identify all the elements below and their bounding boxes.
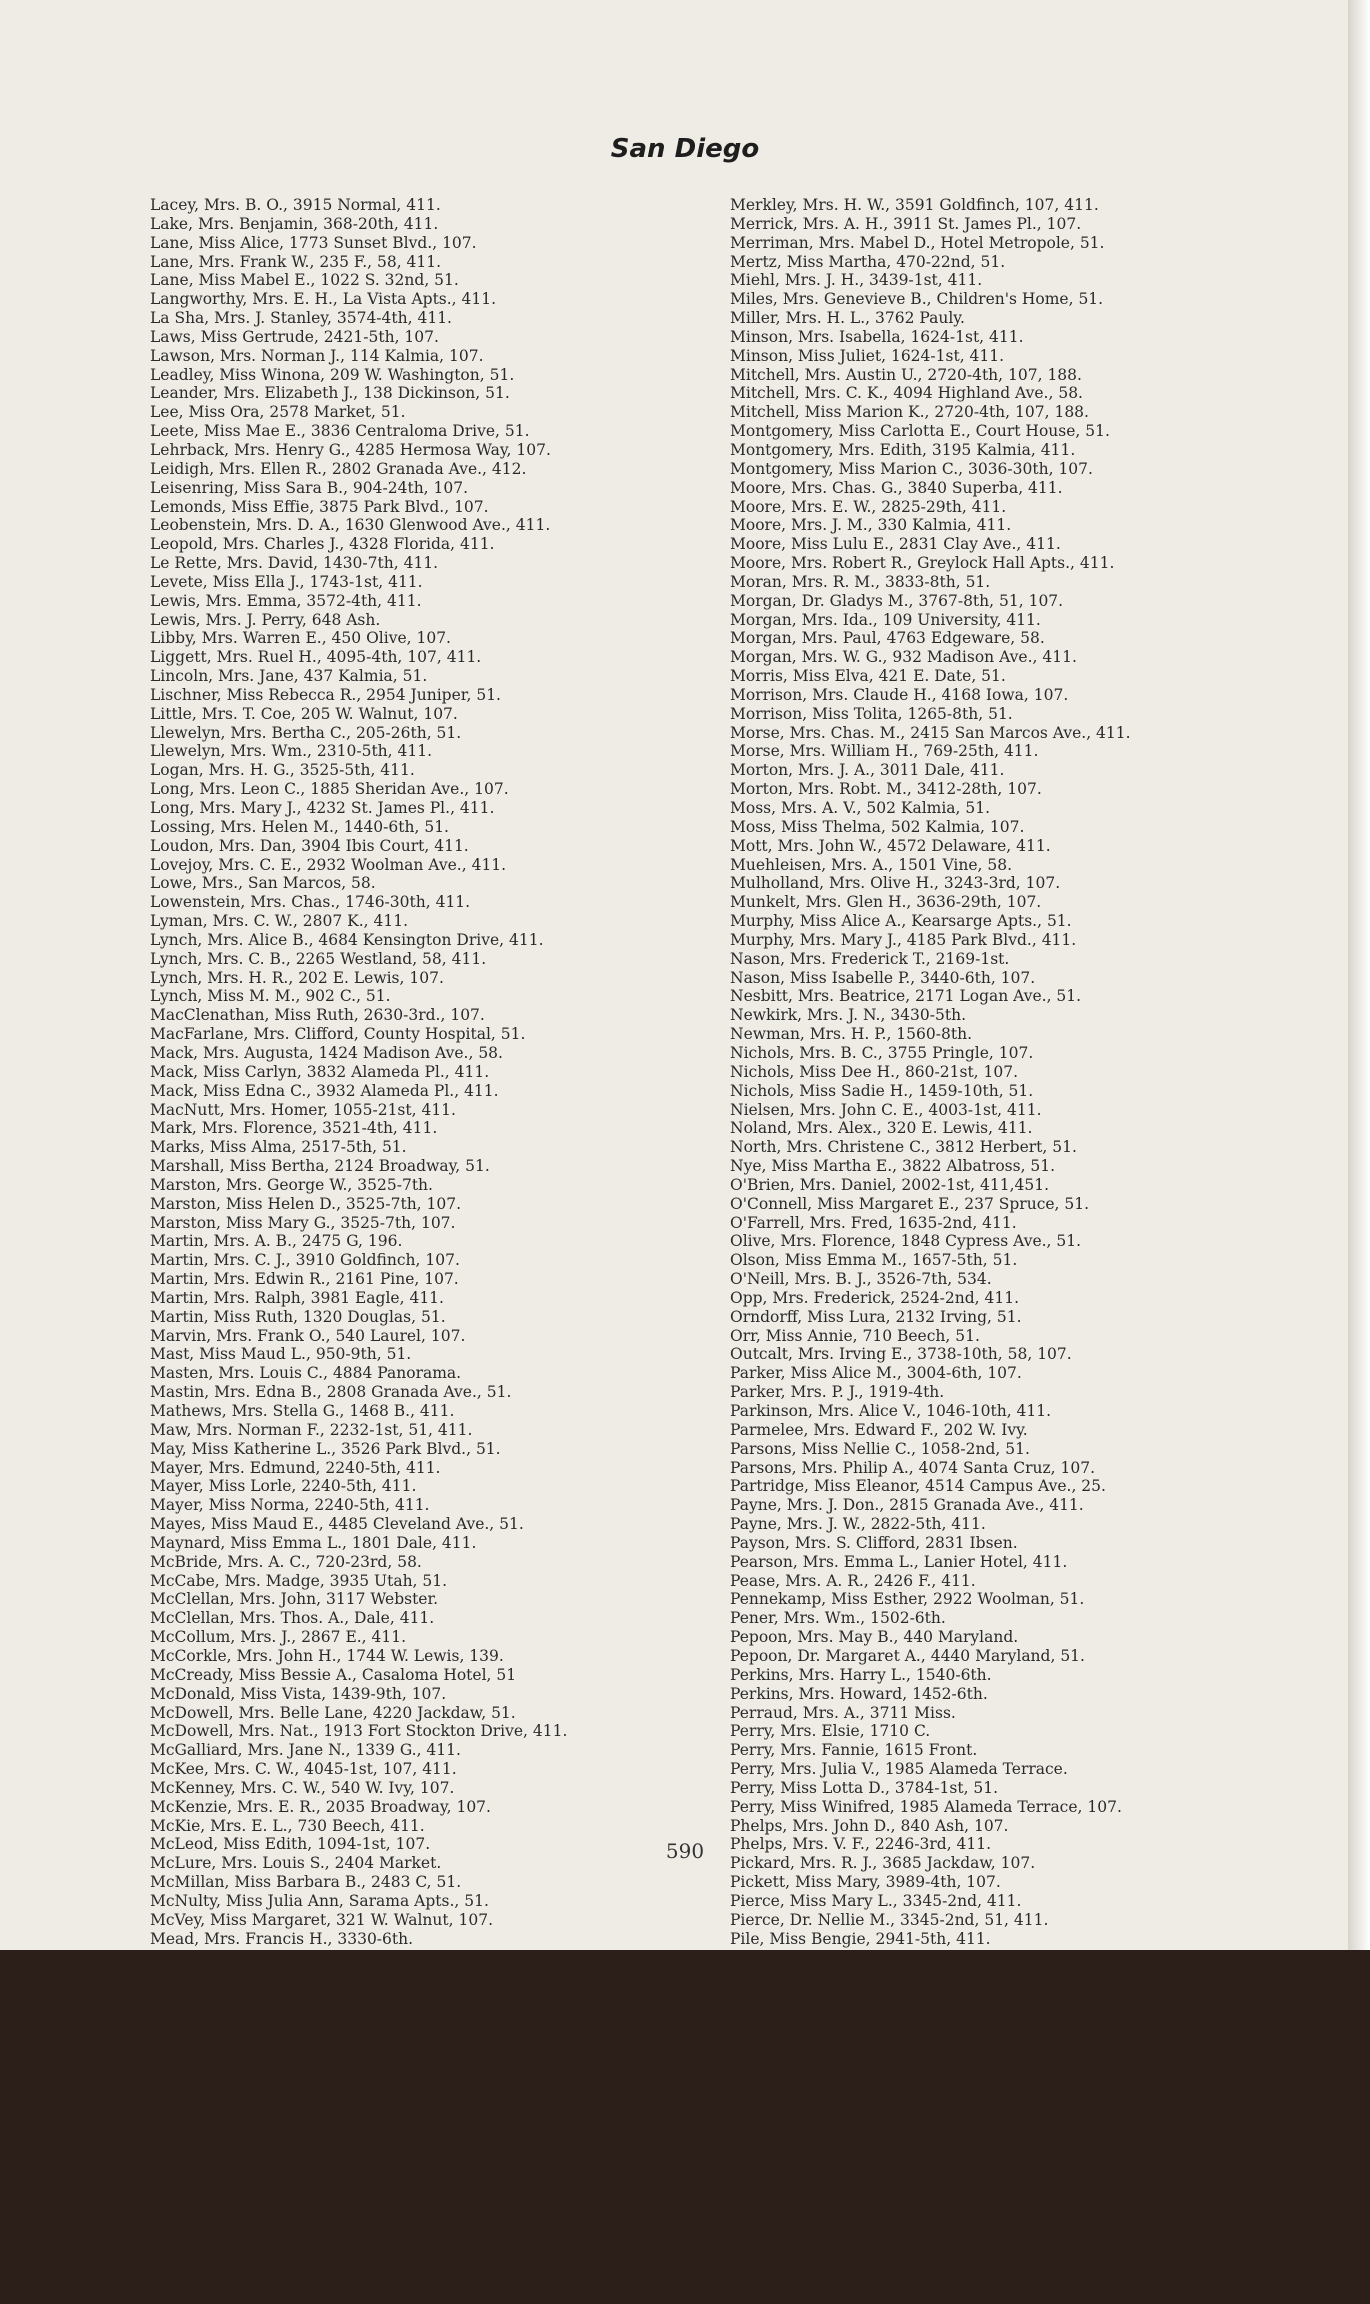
page-number: 590 [665,1839,705,1863]
directory-entry: Mack, Mrs. Augusta, 1424 Madison Ave., 58. [150,1043,503,1062]
directory-entry: Minson, Miss Juliet, 1624-1st, 411. [730,346,1005,365]
directory-entry: Parker, Miss Alice M., 3004-6th, 107. [730,1364,1022,1383]
directory-entry: Mastin, Mrs. Edna B., 2808 Granada Ave., 51. [150,1383,512,1402]
directory-entry: O'Neill, Mrs. B. J., 3526-7th, 534. [730,1270,992,1289]
right-column [730,196,1340,2043]
directory-entry: Mayes, Miss Maud E., 4485 Cleveland Ave., 51. [150,1515,524,1534]
directory-entry: Montgomery, Mrs. Edith, 3195 Kalmia, 411. [730,440,1076,459]
directory-entry: Lane, Miss Mabel E., 1022 S. 32nd, 51. [150,271,459,290]
directory-entry: McKenzie, Mrs. E. R., 2035 Broadway, 107. [150,1797,491,1816]
directory-entry: Leopold, Mrs. Charles J., 4328 Florida, 411. [150,535,495,554]
directory-entry: Moss, Miss Thelma, 502 Kalmia, 107. [730,817,1025,836]
directory-entry: Lewis, Mrs. Emma, 3572-4th, 411. [150,591,422,610]
directory-entry: Lynch, Mrs. Alice B., 4684 Kensington Drive, 411. [150,930,544,949]
directory-entry: Pierce, Dr. Nellie M., 3345-2nd, 51, 411. [730,1910,1049,1929]
directory-entry: Morton, Mrs. J. A., 3011 Dale, 411. [730,761,1005,780]
directory-entry: McClellan, Mrs. Thos. A., Dale, 411. [150,1609,435,1628]
directory-entry: Merriman, Mrs. Mabel D., Hotel Metropole, 51. [730,233,1105,252]
directory-entry: Morton, Mrs. Robt. M., 3412-28th, 107. [730,780,1042,799]
directory-entry: Pierce, Miss Mary L., 3345-2nd, 411. [730,1891,1022,1910]
left-column [150,196,710,2043]
directory-entry: Lovejoy, Mrs. C. E., 2932 Woolman Ave., 411. [150,855,507,874]
directory-entry: Parkinson, Mrs. Alice V., 1046-10th, 411. [730,1402,1052,1420]
directory-entry: Newman, Mrs. H. P., 1560-8th. [730,1025,972,1044]
directory-entry: Pener, Mrs. Wm., 1502-6th. [730,1609,946,1628]
directory-entry: Mayer, Miss Lorle, 2240-5th, 411. [150,1477,417,1496]
directory-entry: Payne, Mrs. J. Don., 2815 Granada Ave., 411. [730,1496,1084,1515]
directory-entry: Morris, Miss Elva, 421 E. Date, 51. [730,667,1006,686]
directory-entry: McNulty, Miss Julia Ann, Sarama Apts., 51. [150,1891,489,1910]
directory-entry: O'Brien, Mrs. Daniel, 2002-1st, 411,451. [730,1175,1050,1194]
directory-entry: Moore, Mrs. Robert R., Greylock Hall Apts., 411. [730,554,1115,573]
directory-entry: Marston, Mrs. George W., 3525-7th. [150,1175,433,1194]
directory-entry: MacNutt, Mrs. Homer, 1055-21st, 411. [150,1100,456,1119]
directory-entry: Lehrback, Mrs. Henry G., 4285 Hermosa Way, 107. [150,440,551,459]
directory-entry: Outcalt, Mrs. Irving E., 3738-10th, 58, 107. [730,1345,1072,1364]
directory-entry: McBride, Mrs. A. C., 720-23rd, 58. [150,1552,422,1571]
directory-entry: Nason, Miss Isabelle P., 3440-6th, 107. [730,968,1036,987]
directory-entry: Leadley, Miss Winona, 209 W. Washington, 51. [150,365,515,384]
directory-entry: Mast, Miss Maud L., 950-9th, 51. [150,1345,412,1364]
directory-entry: Leete, Miss Mae E., 3836 Centraloma Drive, 51. [150,422,530,441]
directory-entry: La Sha, Mrs. J. Stanley, 3574-4th, 411. [150,309,452,328]
directory-entry: Newkirk, Mrs. J. N., 3430-5th. [730,1006,966,1025]
directory-entry: McGalliard, Mrs. Jane N., 1339 G., 411. [150,1741,461,1760]
directory-entry: Nichols, Miss Dee H., 860-21st, 107. [730,1062,1019,1081]
directory-entry: Pickard, Mrs. R. J., 3685 Jackdaw, 107. [730,1854,1036,1873]
directory-entry: Martin, Mrs. Ralph, 3981 Eagle, 411. [150,1288,444,1307]
directory-entry: Moore, Miss Lulu E., 2831 Clay Ave., 411. [730,535,1061,554]
directory-entry: Parker, Mrs. P. J., 1919-4th. [730,1383,945,1402]
directory-entry: Mott, Mrs. John W., 4572 Delaware, 411. [730,836,1051,855]
directory-entry: Morrison, Miss Tolita, 1265-8th, 51. [730,704,1013,723]
directory-entry: Parsons, Miss Nellie C., 1058-2nd, 51. [730,1439,1030,1458]
directory-entry: Mack, Miss Edna C., 3932 Alameda Pl., 411. [150,1081,499,1100]
page-title: San Diego [610,134,760,164]
directory-entry: May, Miss Katherine L., 3526 Park Blvd., 51. [150,1439,501,1458]
directory-entry: Nason, Mrs. Frederick T., 2169-1st. [730,949,1010,968]
directory-entry: MacClenathan, Miss Ruth, 2630-3rd., 107. [150,1006,485,1025]
background-surface [0,1950,1370,2304]
directory-entry: Mitchell, Mrs. Austin U., 2720-4th, 107, 188. [730,365,1082,384]
directory-entry: Lynch, Miss M. M., 902 C., 51. [150,987,391,1006]
directory-entry: Nichols, Mrs. B. C., 3755 Pringle, 107. [730,1043,1034,1062]
directory-entry: Mertz, Miss Martha, 470-22nd, 51. [730,252,1006,271]
directory-entry: Maw, Mrs. Norman F., 2232-1st, 51, 411. [150,1420,473,1439]
directory-entry: Mayer, Miss Norma, 2240-5th, 411. [150,1496,430,1515]
directory-entry: Le Rette, Mrs. David, 1430-7th, 411. [150,554,439,573]
directory-entry: Libby, Mrs. Warren E., 450 Olive, 107. [150,629,451,648]
directory-entry: Moran, Mrs. R. M., 3833-8th, 51. [730,572,991,591]
directory-entry: Morgan, Mrs. Ida., 109 University, 411. [730,610,1041,629]
directory-entry: McCabe, Mrs. Madge, 3935 Utah, 51. [150,1571,448,1590]
directory-entry: Morse, Mrs. Chas. M., 2415 San Marcos Ave., 411. [730,723,1131,742]
directory-entry: Marston, Miss Helen D., 3525-7th, 107. [150,1194,462,1213]
directory-entry: Partridge, Miss Eleanor, 4514 Campus Ave., 25. [730,1477,1106,1496]
directory-entry: Pepoon, Mrs. May B., 440 Maryland. [730,1628,1019,1647]
directory-entry: Lacey, Mrs. B. O., 3915 Normal, 411. [150,196,441,214]
directory-entry: McCready, Miss Bessie A., Casaloma Hotel, 51 [150,1665,517,1684]
directory-entry: Masten, Mrs. Louis C., 4884 Panorama. [150,1364,462,1383]
directory-entry: Lossing, Mrs. Helen M., 1440-6th, 51. [150,817,449,836]
directory-entry: Long, Mrs. Mary J., 4232 St. James Pl., 411. [150,799,495,817]
directory-entry: Marvin, Mrs. Frank O., 540 Laurel, 107. [150,1326,466,1345]
directory-entry: Noland, Mrs. Alex., 320 E. Lewis, 411. [730,1119,1033,1138]
directory-entry: Morgan, Dr. Gladys M., 3767-8th, 51, 107. [730,591,1064,610]
directory-entry: McCorkle, Mrs. John H., 1744 W. Lewis, 139. [150,1646,504,1665]
directory-entry: Pearson, Mrs. Emma L., Lanier Hotel, 411. [730,1552,1068,1571]
directory-entry: Leidigh, Mrs. Ellen R., 2802 Granada Ave., 412. [150,459,527,478]
directory-entry: Lynch, Mrs. C. B., 2265 Westland, 58, 411. [150,949,487,968]
directory-entry: Murphy, Miss Alice A., Kearsarge Apts., 51. [730,912,1072,931]
directory-entry: Phelps, Mrs. V. F., 2246-3rd, 411. [730,1835,992,1854]
directory-entry: McMillan, Miss Barbara B., 2483 C, 51. [150,1873,462,1892]
directory-entry: O'Connell, Miss Margaret E., 237 Spruce, 51. [730,1194,1090,1213]
directory-entry: Orr, Miss Annie, 710 Beech, 51. [730,1326,980,1345]
directory-entry: Llewelyn, Mrs. Bertha C., 205-26th, 51. [150,723,462,742]
directory-entry: Muehleisen, Mrs. A., 1501 Vine, 58. [730,855,1013,874]
directory-entry: Lewis, Mrs. J. Perry, 648 Ash. [150,610,381,629]
directory-entry: Morgan, Mrs. W. G., 932 Madison Ave., 411. [730,648,1077,667]
directory-entry: Lischner, Miss Rebecca R., 2954 Juniper, 51. [150,685,501,704]
directory-entry: Pile, Miss Bengie, 2941-5th, 411. [730,1929,991,1948]
directory-entry: Olive, Mrs. Florence, 1848 Cypress Ave., 51. [730,1232,1082,1251]
directory-entry: Phelps, Mrs. John D., 840 Ash, 107. [730,1816,1009,1835]
directory-entry: Perry, Miss Winifred, 1985 Alameda Terrace, 107. [730,1797,1122,1816]
directory-entry: Maynard, Miss Emma L., 1801 Dale, 411. [150,1533,477,1552]
directory-entry: Moss, Mrs. A. V., 502 Kalmia, 51. [730,799,991,817]
directory-entry: North, Mrs. Christene C., 3812 Herbert, 51. [730,1138,1077,1157]
directory-entry: Lane, Miss Alice, 1773 Sunset Blvd., 107. [150,233,477,252]
directory-entry: Nesbitt, Mrs. Beatrice, 2171 Logan Ave., 51. [730,987,1082,1006]
directory-entry: Mulholland, Mrs. Olive H., 3243-3rd, 107. [730,874,1061,893]
directory-entry: Moore, Mrs. Chas. G., 3840 Superba, 411. [730,478,1063,497]
directory-entry: Nichols, Miss Sadie H., 1459-10th, 51. [730,1081,1034,1100]
directory-entry: Perraud, Mrs. A., 3711 Miss. [730,1703,956,1722]
directory-entry: Mathews, Mrs. Stella G., 1468 B., 411. [150,1402,455,1420]
directory-entry: Leobenstein, Mrs. D. A., 1630 Glenwood Ave., 411. [150,516,551,535]
directory-entry: McLeod, Miss Edith, 1094-1st, 107. [150,1835,431,1854]
directory-entry: McDowell, Mrs. Nat., 1913 Fort Stockton Drive, 411. [150,1722,568,1741]
directory-entry: Morse, Mrs. William H., 769-25th, 411. [730,742,1039,761]
directory-entry: Morgan, Mrs. Paul, 4763 Edgeware, 58. [730,629,1045,648]
directory-entry: Pepoon, Dr. Margaret A., 4440 Maryland, 51. [730,1646,1085,1665]
directory-entry: Loudon, Mrs. Dan, 3904 Ibis Court, 411. [150,836,469,855]
directory-entry: MacFarlane, Mrs. Clifford, County Hospital, 51. [150,1025,526,1044]
directory-entry: McVey, Miss Margaret, 321 W. Walnut, 107. [150,1910,493,1929]
directory-entry: Merkley, Mrs. H. W., 3591 Goldfinch, 107, 411. [730,196,1099,214]
directory-entry: McLure, Mrs. Louis S., 2404 Market. [150,1854,442,1873]
directory-entry: Mayer, Mrs. Edmund, 2240-5th, 411. [150,1458,441,1477]
directory-entry: McDowell, Mrs. Belle Lane, 4220 Jackdaw, 51. [150,1703,516,1722]
directory-entry: Martin, Mrs. A. B., 2475 G, 196. [150,1232,403,1251]
directory-entry: Laws, Miss Gertrude, 2421-5th, 107. [150,327,439,346]
directory-entry: Logan, Mrs. H. G., 3525-5th, 411. [150,761,415,780]
directory-entry: Lawson, Mrs. Norman J., 114 Kalmia, 107. [150,346,484,365]
directory-entry: Marks, Miss Alma, 2517-5th, 51. [150,1138,407,1157]
directory-entry: Perry, Mrs. Julia V., 1985 Alameda Terrace. [730,1760,1068,1779]
directory-entry: McKee, Mrs. C. W., 4045-1st, 107, 411. [150,1760,457,1779]
directory-entry: Lake, Mrs. Benjamin, 368-20th, 411. [150,214,439,233]
directory-entry: Parsons, Mrs. Philip A., 4074 Santa Cruz, 107. [730,1458,1096,1477]
directory-entry: Pickett, Miss Mary, 3989-4th, 107. [730,1873,1001,1892]
directory-entry: Miehl, Mrs. J. H., 3439-1st, 411. [730,271,983,290]
directory-entry: Merrick, Mrs. A. H., 3911 St. James Pl., 107. [730,214,1082,233]
directory-entry: Perry, Miss Lotta D., 3784-1st, 51. [730,1778,999,1797]
directory-entry: Pennekamp, Miss Esther, 2922 Woolman, 51. [730,1590,1085,1609]
directory-entry: Nielsen, Mrs. John C. E., 4003-1st, 411. [730,1100,1042,1119]
directory-entry: Marston, Miss Mary G., 3525-7th, 107. [150,1213,456,1232]
directory-entry: Minson, Mrs. Isabella, 1624-1st, 411. [730,327,1024,346]
directory-entry: Morrison, Mrs. Claude H., 4168 Iowa, 107. [730,685,1069,704]
directory-entry: Martin, Miss Ruth, 1320 Douglas, 51. [150,1307,446,1326]
directory-entry: Marshall, Miss Bertha, 2124 Broadway, 51. [150,1157,490,1176]
directory-entry: Long, Mrs. Leon C., 1885 Sheridan Ave., 107. [150,780,509,799]
directory-entry: McClellan, Mrs. John, 3117 Webster. [150,1590,439,1609]
directory-entry: Lowe, Mrs., San Marcos, 58. [150,874,376,893]
directory-entry: Leisenring, Miss Sara B., 904-24th, 107. [150,478,469,497]
directory-entry: McKie, Mrs. E. L., 730 Beech, 411. [150,1816,425,1835]
directory-entry: Mack, Miss Carlyn, 3832 Alameda Pl., 411. [150,1062,490,1081]
directory-entry: McDonald, Miss Vista, 1439-9th, 107. [150,1684,447,1703]
directory-entry: Martin, Mrs. Edwin R., 2161 Pine, 107. [150,1270,459,1289]
directory-entry: Leander, Mrs. Elizabeth J., 138 Dickinson, 51. [150,384,510,403]
directory-entry: McCollum, Mrs. J., 2867 E., 411. [150,1628,407,1647]
directory-entry: Perkins, Mrs. Harry L., 1540-6th. [730,1665,992,1684]
directory-entry: Murphy, Mrs. Mary J., 4185 Park Blvd., 411. [730,930,1077,949]
directory-entry: Perkins, Mrs. Howard, 1452-6th. [730,1684,988,1703]
directory-entry: Lemonds, Miss Effie, 3875 Park Blvd., 107. [150,497,489,516]
directory-entry: Olson, Miss Emma M., 1657-5th, 51. [730,1251,1018,1270]
directory-entry: Parmelee, Mrs. Edward F., 202 W. Ivy. [730,1420,1028,1439]
directory-entry: Nye, Miss Martha E., 3822 Albatross, 51. [730,1157,1056,1176]
directory-entry: Pease, Mrs. A. R., 2426 F., 411. [730,1571,976,1590]
directory-entry: Mitchell, Miss Marion K., 2720-4th, 107, 188. [730,403,1089,422]
directory-entry: Lynch, Mrs. H. R., 202 E. Lewis, 107. [150,968,444,987]
directory-entry: Little, Mrs. T. Coe, 205 W. Walnut, 107. [150,704,458,723]
directory-entry: Payne, Mrs. J. W., 2822-5th, 411. [730,1515,986,1534]
directory-entry: Munkelt, Mrs. Glen H., 3636-29th, 107. [730,893,1042,912]
directory-entry: McKenney, Mrs. C. W., 540 W. Ivy, 107. [150,1778,455,1797]
directory-entry: Lyman, Mrs. C. W., 2807 K., 411. [150,912,409,931]
page-edge [1348,0,1370,1950]
directory-entry: Langworthy, Mrs. E. H., La Vista Apts., 411. [150,290,497,309]
directory-entry: Payson, Mrs. S. Clifford, 2831 Ibsen. [730,1533,1018,1552]
directory-entry: Orndorff, Miss Lura, 2132 Irving, 51. [730,1307,1022,1326]
directory-entry: Levete, Miss Ella J., 1743-1st, 411. [150,572,423,591]
directory-entry: Miles, Mrs. Genevieve B., Children's Home, 51. [730,290,1104,309]
directory-entry: Martin, Mrs. C. J., 3910 Goldfinch, 107. [150,1251,460,1270]
directory-entry: Mitchell, Mrs. C. K., 4094 Highland Ave., 58. [730,384,1083,403]
directory-entry: Mark, Mrs. Florence, 3521-4th, 411. [150,1119,438,1138]
directory-entry: Perry, Mrs. Fannie, 1615 Front. [730,1741,978,1760]
directory-entry: Miller, Mrs. H. L., 3762 Pauly. [730,309,965,328]
directory-entry: Montgomery, Miss Marion C., 3036-30th, 107. [730,459,1093,478]
directory-entry: Mead, Mrs. Francis H., 3330-6th. [150,1929,414,1948]
directory-entry: Lowenstein, Mrs. Chas., 1746-30th, 411. [150,893,471,912]
directory-entry: Llewelyn, Mrs. Wm., 2310-5th, 411. [150,742,433,761]
directory-entry: Lane, Mrs. Frank W., 235 F., 58, 411. [150,252,442,271]
directory-entry: Perry, Mrs. Elsie, 1710 C. [730,1722,931,1741]
directory-entry: Opp, Mrs. Frederick, 2524-2nd, 411. [730,1288,1020,1307]
directory-entry: Lee, Miss Ora, 2578 Market, 51. [150,403,406,422]
directory-entry: Lincoln, Mrs. Jane, 437 Kalmia, 51. [150,667,428,686]
directory-entry: Moore, Mrs. J. M., 330 Kalmia, 411. [730,516,1012,535]
directory-entry: Liggett, Mrs. Ruel H., 4095-4th, 107, 411. [150,648,482,667]
directory-entry: O'Farrell, Mrs. Fred, 1635-2nd, 411. [730,1213,1017,1232]
directory-entry: Montgomery, Miss Carlotta E., Court House, 51. [730,422,1110,441]
directory-entry: Moore, Mrs. E. W., 2825-29th, 411. [730,497,1007,516]
